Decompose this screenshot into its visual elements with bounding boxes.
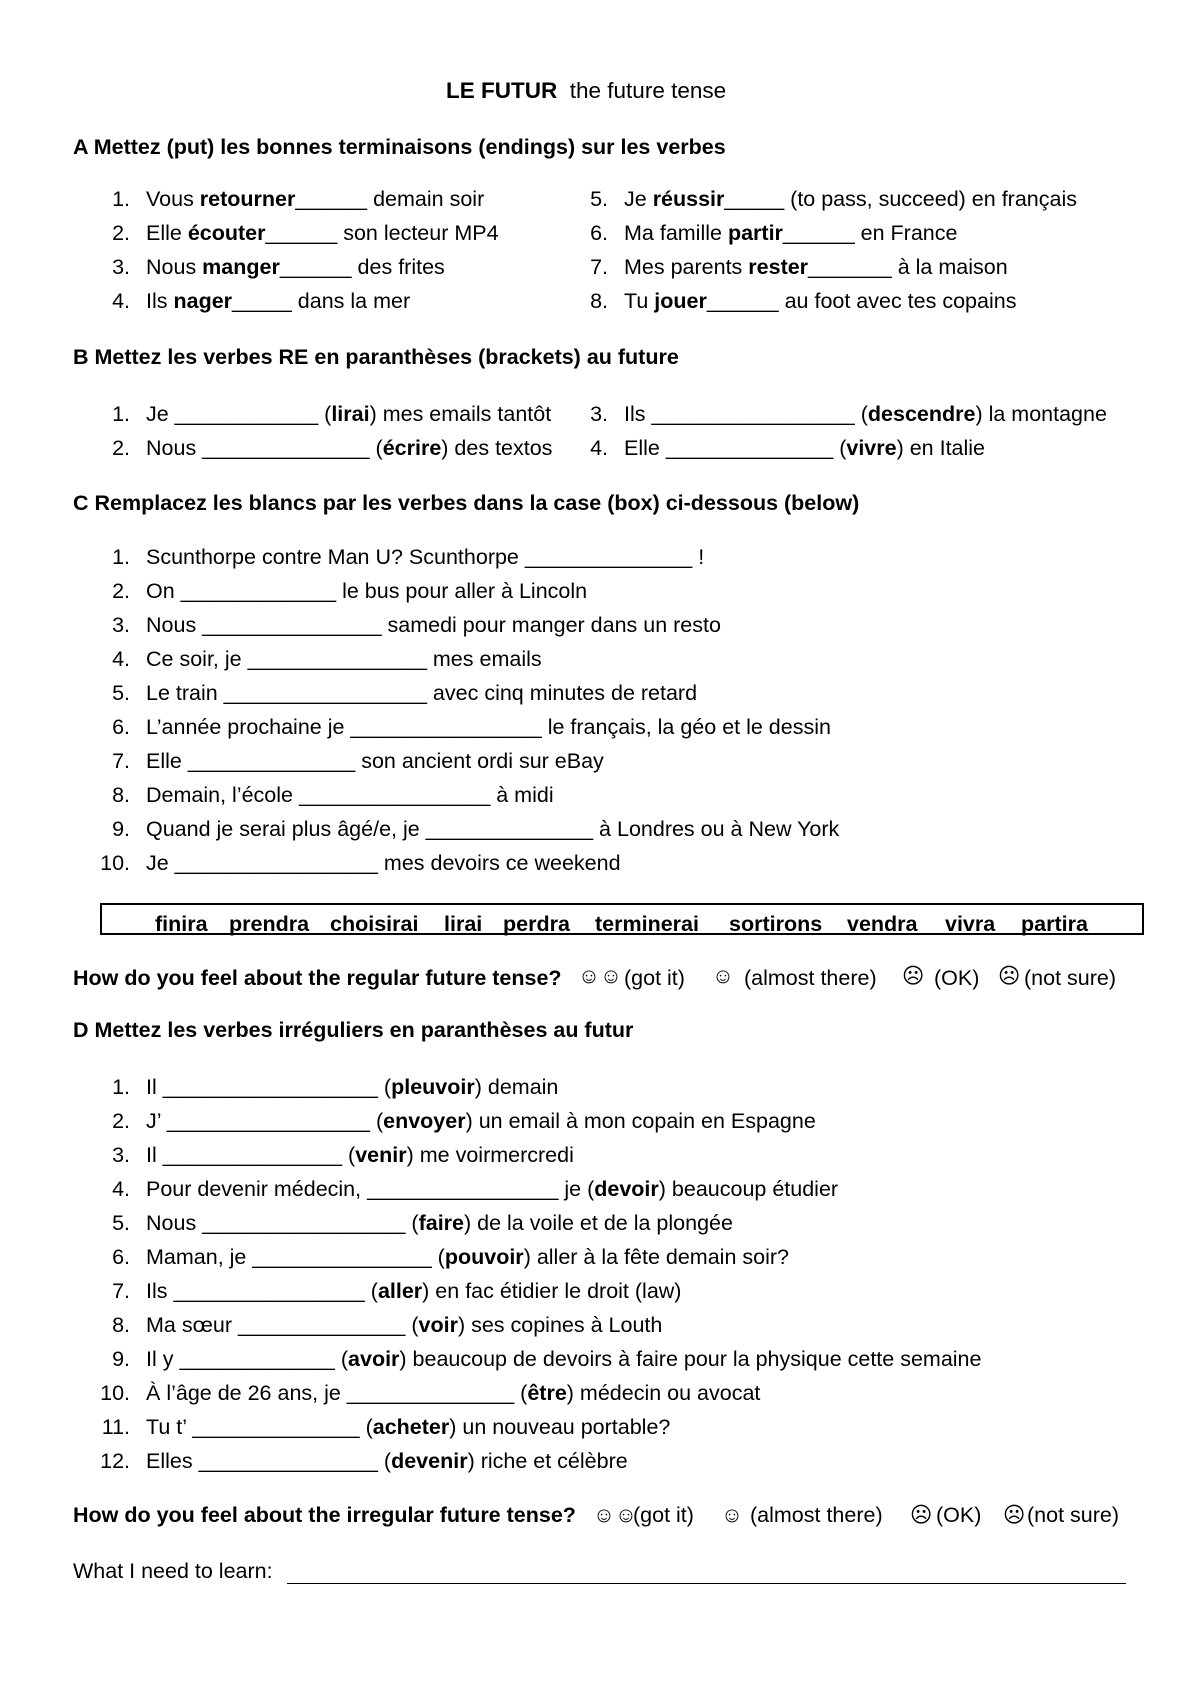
item-text: Demain, l’école ________________ à midi [146,783,554,807]
item-text [146,1179,838,1201]
item-pre: Tu t’ ______________ ( [146,1415,373,1439]
ok-label: (OK) [934,966,980,990]
item-verb: avoir [348,1347,400,1371]
box-word: sortirons [729,912,823,936]
item-number: 12. [100,1449,130,1473]
item-text [146,291,410,313]
item-text [624,257,1008,279]
item-verb: retourner [199,187,296,211]
box-word: vivra [945,912,996,936]
item-text: Le train _________________ avec cinq minutes de retard [146,681,698,705]
item-text [624,438,985,460]
item-pre: Elle ______________ ( [624,436,847,460]
item-post: ) demain [474,1075,559,1099]
item-number: 1. [112,187,130,211]
item-number: 2. [112,221,130,245]
item-number: 1. [112,545,130,569]
item-post: _____ dans la mer [232,289,411,313]
item-text [146,1315,662,1337]
item-number: 2. [112,579,130,603]
item-text [146,1213,733,1235]
item-verb: être [527,1381,567,1405]
item-post: _____ (to pass, succeed) en français [724,187,1077,211]
item-text: Je _________________ mes devoirs ce weekend [146,851,621,875]
item-post: ) beaucoup de devoirs à faire pour la physique cette semaine [399,1347,982,1371]
item-post: ) aller à la fête demain soir? [523,1245,789,1269]
item-pre: Ma sœur ______________ ( [146,1313,419,1337]
got-it-icon: ☺☺ [593,1503,637,1527]
item-number: 3. [112,1143,130,1167]
item-post: ) mes emails tantôt [369,402,552,426]
item-post: ______ au foot avec tes copains [706,289,1017,313]
item-text [624,189,1077,211]
item-pre: À l’âge de 26 ans, je ______________ ( [146,1381,528,1405]
item-text: Ce soir, je _______________ mes emails [146,647,542,671]
item-pre: Ma famille [624,221,728,245]
item-number: 2. [112,1109,130,1133]
item-verb: partir [727,221,783,245]
box-word: choisirai [330,912,419,936]
item-number: 4. [112,289,130,313]
item-text [624,404,1107,426]
item-number: 3. [590,402,608,426]
item-verb: descendre [867,402,976,426]
item-pre: Il y _____________ ( [146,1347,349,1371]
item-text [146,189,484,211]
not-sure-icon: ☹ [1003,1503,1026,1527]
item-verb: devoir [594,1177,659,1201]
item-verb: pleuvoir [391,1075,475,1099]
item-verb: écrire [382,436,442,460]
box-word: prendra [229,912,310,936]
section-a-heading: A Mettez (put) les bonnes terminaisons (endings) sur les verbes [73,135,726,159]
ok-icon: ☹ [902,964,925,988]
item-verb: rester [748,255,809,279]
item-post: ) riche et célèbre [467,1449,628,1473]
item-pre: Ils _________________ ( [624,402,868,426]
item-pre: Ils ________________ ( [146,1279,378,1303]
item-pre: Nous _________________ ( [146,1211,419,1235]
item-verb: lirai [331,402,370,426]
item-text [146,1077,558,1099]
almost-there-label: (almost there) [750,1503,883,1527]
item-number: 1. [112,1075,130,1099]
ok-icon: ☹ [910,1503,933,1527]
item-pre: Ils [146,289,174,313]
page-title [446,80,726,103]
item-text: On _____________ le bus pour aller à Lincoln [146,579,588,603]
box-word: lirai [444,912,483,936]
item-post: ) de la voile et de la plongée [464,1211,733,1235]
item-post: ______ demain soir [295,187,485,211]
item-number: 2. [112,436,130,460]
item-post: ______ son lecteur MP4 [265,221,499,245]
item-pre: Mes parents [624,255,749,279]
item-number: 5. [112,681,130,705]
item-number: 3. [112,255,130,279]
almost-there-icon: ☺ [712,964,734,988]
item-number: 11. [101,1415,130,1439]
item-verb: faire [418,1211,464,1235]
item-post: ) en Italie [896,436,986,460]
item-text: L’année prochaine je ________________ le français, la géo et le dessin [146,715,831,739]
item-number: 4. [112,647,130,671]
learn-label: What I need to learn: [73,1559,273,1583]
item-number: 6. [590,221,608,245]
item-number: 7. [112,1279,130,1303]
item-text [146,1281,681,1303]
got-it-icon: ☺☺ [578,964,622,988]
item-pre: Je ____________ ( [146,402,332,426]
got-it-label: (got it) [624,966,685,990]
item-pre: Maman, je _______________ ( [146,1245,445,1269]
item-post: ______ des frites [279,255,445,279]
box-word: partira [1021,912,1088,936]
item-verb: devenir [391,1449,468,1473]
feel-question: How do you feel about the regular future tense? [73,966,562,990]
ok-label: (OK) [936,1503,982,1527]
item-number: 8. [112,783,130,807]
item-verb: nager [173,289,233,313]
item-pre: Elle [146,221,188,245]
item-post: ) un nouveau portable? [449,1415,671,1439]
item-text [146,1451,628,1473]
item-number: 3. [112,613,130,637]
item-post: ) un email à mon copain en Espagne [465,1109,816,1133]
item-verb: écouter [187,221,266,245]
item-verb: venir [355,1143,407,1167]
item-text: Quand je serai plus âgé/e, je ______________ à Londres ou à New York [146,817,840,841]
item-number: 5. [590,187,608,211]
word-box [100,903,1144,935]
feel-irregular-row [73,1503,1120,1527]
title-bold: LE FUTUR [446,78,558,103]
item-pre: Elles _______________ ( [146,1449,392,1473]
title-rest: the future tense [569,78,727,103]
item-post: ) ses copines à Louth [457,1313,663,1337]
item-verb: acheter [372,1415,450,1439]
item-number: 9. [112,1347,130,1371]
almost-there-icon: ☺ [721,1503,743,1527]
item-text [146,1247,789,1269]
item-number: 7. [112,749,130,773]
item-text [146,438,552,460]
box-word: vendra [847,912,918,936]
item-post: ______ en France [782,221,958,245]
item-post: ) la montagne [975,402,1107,426]
item-text [146,404,551,426]
item-text [624,291,1016,313]
item-pre: Nous ______________ ( [146,436,383,460]
item-post: ) en fac étidier le droit (law) [422,1279,682,1303]
section-c-heading: C Remplacez les blancs par les verbes dans la case (box) ci-dessous (below) [73,491,860,515]
almost-there-label: (almost there) [744,966,877,990]
item-pre: Nous [146,255,203,279]
not-sure-icon: ☹ [998,964,1021,988]
item-pre: Il __________________ ( [146,1075,392,1099]
item-number: 10. [100,1381,130,1405]
item-text [146,257,445,279]
box-word: finira [155,912,208,936]
item-pre: Tu [624,289,655,313]
feel-question: How do you feel about the irregular future tense? [73,1503,576,1527]
box-word: terminerai [595,912,699,936]
box-word: perdra [503,912,570,936]
item-verb: aller [377,1279,423,1303]
item-text: Scunthorpe contre Man U? Scunthorpe ______________ ! [146,545,705,569]
item-number: 6. [112,1245,130,1269]
item-verb: jouer [654,289,707,313]
item-text [624,223,957,245]
item-pre: J’ _________________ ( [146,1109,384,1133]
item-verb: vivre [846,436,897,460]
item-post: ) beaucoup étudier [658,1177,839,1201]
item-verb: pouvoir [444,1245,524,1269]
item-number: 10. [100,851,130,875]
item-number: 8. [590,289,608,313]
item-number: 1. [112,402,130,426]
item-number: 4. [112,1177,130,1201]
item-text [146,1145,574,1167]
item-verb: manger [202,255,280,279]
item-text [146,1349,981,1371]
item-pre: Vous [146,187,200,211]
item-text [146,223,499,245]
item-post: ) me voirmercredi [406,1143,574,1167]
item-pre: Pour devenir médecin, ________________ je ( [146,1177,595,1201]
feel-regular-row [73,964,1117,990]
item-post: ) médecin ou avocat [566,1381,761,1405]
item-number: 5. [112,1211,130,1235]
item-pre: Je [624,187,653,211]
item-verb: envoyer [383,1109,466,1133]
not-sure-label: (not sure) [1027,1503,1120,1527]
item-post: _______ à la maison [808,255,1008,279]
item-number: 8. [112,1313,130,1337]
item-post: ) des textos [441,436,553,460]
section-b-heading: B Mettez les verbes RE en paranthèses (brackets) au future [73,345,679,369]
item-number: 4. [590,436,608,460]
item-text: Elle ______________ son ancient ordi sur eBay [146,749,604,773]
got-it-label: (got it) [633,1503,694,1527]
item-text: Nous _______________ samedi pour manger dans un resto [146,613,721,637]
item-number: 6. [112,715,130,739]
not-sure-label: (not sure) [1024,966,1117,990]
item-pre: Il _______________ ( [146,1143,356,1167]
item-text [146,1111,816,1133]
section-d-heading: D Mettez les verbes irréguliers en paranthèses au futur [73,1018,634,1042]
item-number: 9. [112,817,130,841]
learn-answer-line[interactable] [287,1583,1126,1584]
item-verb: réussir [652,187,725,211]
item-verb: voir [418,1313,458,1337]
item-text [146,1417,670,1439]
item-number: 7. [590,255,608,279]
item-text [146,1383,760,1405]
